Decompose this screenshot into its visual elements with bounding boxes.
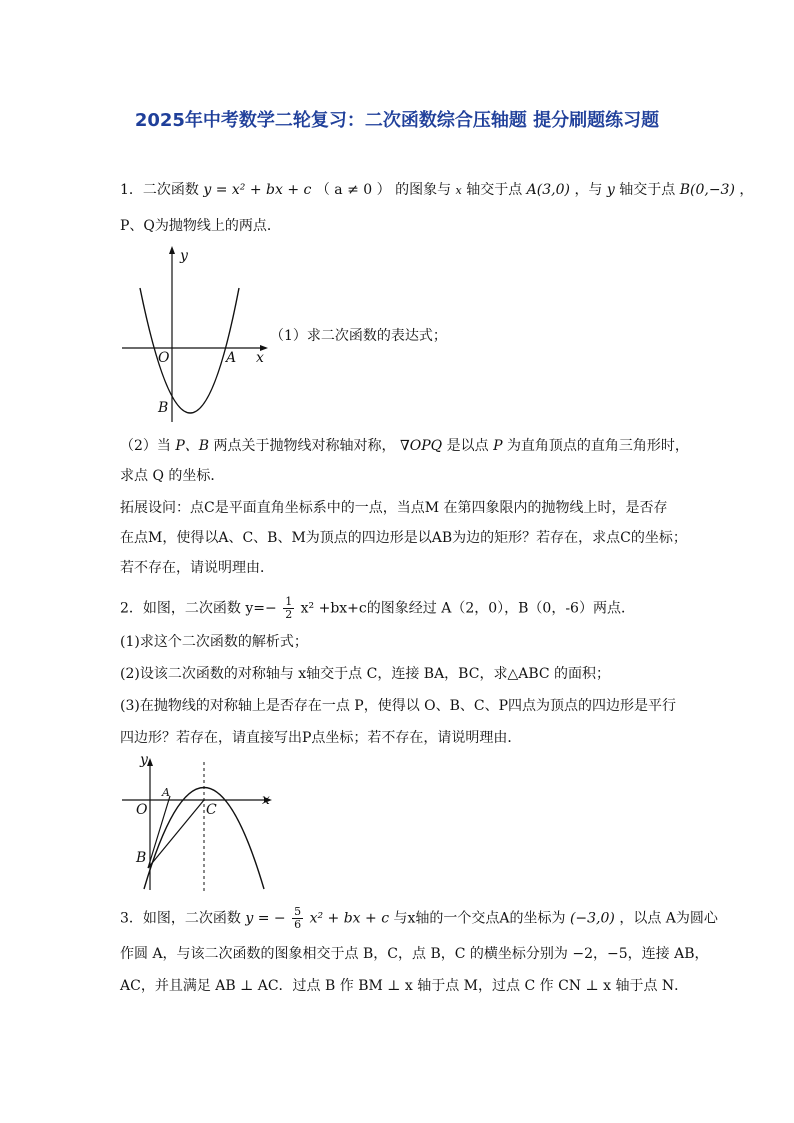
q1-ext-line3: 若不存在，请说明理由． — [120, 560, 274, 576]
q1-x-label: x — [256, 350, 264, 366]
q2-item3-line2: 四边形？若存在，请直接写出P点坐标；若不存在，请说明理由． — [120, 730, 522, 746]
q1-point-b: B(0,−3) — [679, 182, 735, 198]
q2-point-b-label: B — [136, 850, 147, 866]
q1-part2 — [120, 436, 689, 456]
q2-line1 — [120, 596, 635, 621]
q3-frac-num: 5 — [294, 905, 302, 918]
q2-item2: (2)设该二次函数的对称轴与 x轴交于点 C，连接 BA，BC，求△ABC 的面积； — [120, 666, 611, 682]
q1-y-label: y — [180, 248, 188, 264]
q2-point-c-label: C — [206, 802, 217, 818]
q1-points-pb: P、B — [175, 438, 210, 454]
q1-part2-line2: 求点 Q 的坐标． — [120, 468, 225, 484]
q1-line1 — [120, 180, 753, 201]
q1-ext-line1: 拓展设问：点C是平面直角坐标系中的一点，当点M 在第四象限内的抛物线上时，是否存 — [120, 500, 668, 516]
q3-point-a: (−3,0) — [569, 910, 615, 927]
q2-frac-num: 1 — [285, 595, 293, 608]
q1-part1: （1）求二次函数的表达式； — [270, 328, 447, 344]
q2-item1: (1)求这个二次函数的解析式； — [120, 634, 308, 650]
q1-text: ， — [739, 182, 754, 198]
q3-text: ，以点 A为圆心 — [619, 910, 718, 927]
q2-point-a-label: A — [162, 786, 170, 799]
q1-point-p: P — [493, 438, 503, 454]
q2-item3-line1: (3)在抛物线的对称轴上是否存在一点 P，使得以 O、B、C、P四点为顶点的四边形是平行 — [120, 698, 677, 714]
q1-var-y: y — [606, 182, 615, 198]
q1-text: （2）当 — [120, 438, 171, 454]
q1-origin-label: O — [158, 350, 170, 366]
q2-x-label: x — [262, 792, 270, 808]
q2-text: 2．如图，二次函数 y=− — [120, 600, 277, 617]
q1-text: ，与 — [574, 182, 603, 198]
q3-equation-start: y = − — [245, 910, 286, 927]
q1-figure — [118, 244, 268, 429]
q3-fraction — [292, 906, 303, 931]
q1-text: 轴交于点 — [619, 182, 676, 198]
q1-var-x: x — [455, 184, 462, 197]
q2-frac-den: 2 — [285, 608, 293, 621]
q3-text: 3．如图，二次函数 — [120, 910, 241, 927]
q1-text: 两点关于抛物线对称轴对称， — [213, 438, 396, 454]
q3-line3: AC，并且满足 AB ⊥ AC．过点 B 作 BM ⊥ x 轴于点 M，过点 C 作 CN ⊥ x 轴于点 N． — [120, 978, 689, 994]
q2-text: x² +bx+c的图象经过 A（2，0），B（0，-6）两点． — [300, 600, 635, 617]
q1-ext-line2: 在点M，使得以A、C、B、M为顶点的四边形是以AB为边的矩形？若存在，求点C的坐标； — [120, 530, 687, 546]
q1-condition: （ a ≠ 0 ） — [315, 182, 391, 198]
page-title: 2025年中考数学二轮复习：二次函数综合压轴题 提分刷题练习题 — [134, 110, 660, 131]
q1-text: 是以点 — [446, 438, 489, 454]
q1-text: 轴交于点 — [466, 182, 523, 198]
q3-line2: 作圆 A，与该二次函数的图象相交于点 B，C，点 B，C 的横坐标分别为 −2，−5，连接 AB， — [120, 946, 709, 962]
q1-text: 的图象与 — [395, 182, 452, 198]
q1-point-b-label: B — [158, 400, 169, 416]
q1-text: 1．二次函数 — [120, 182, 199, 198]
q1-line2: P、Q为抛物线上的两点． — [120, 218, 281, 234]
q2-fraction — [283, 596, 294, 621]
q3-frac-den: 6 — [294, 918, 302, 931]
q2-origin-label: O — [136, 802, 148, 818]
q2-figure — [118, 756, 273, 896]
q3-line1 — [120, 906, 718, 931]
q1-point-a: A(3,0) — [526, 182, 570, 198]
q1-triangle: ∇OPQ — [400, 438, 443, 454]
q1-point-a-label: A — [226, 350, 237, 366]
q1-equation: y = x² + bx + c — [203, 182, 312, 198]
q2-y-label: y — [140, 756, 148, 768]
q3-equation-end: x² + bx + c — [309, 910, 390, 927]
q1-text: 为直角顶点的直角三角形时， — [506, 438, 689, 454]
q3-text: 与x轴的一个交点A的坐标为 — [393, 910, 566, 927]
